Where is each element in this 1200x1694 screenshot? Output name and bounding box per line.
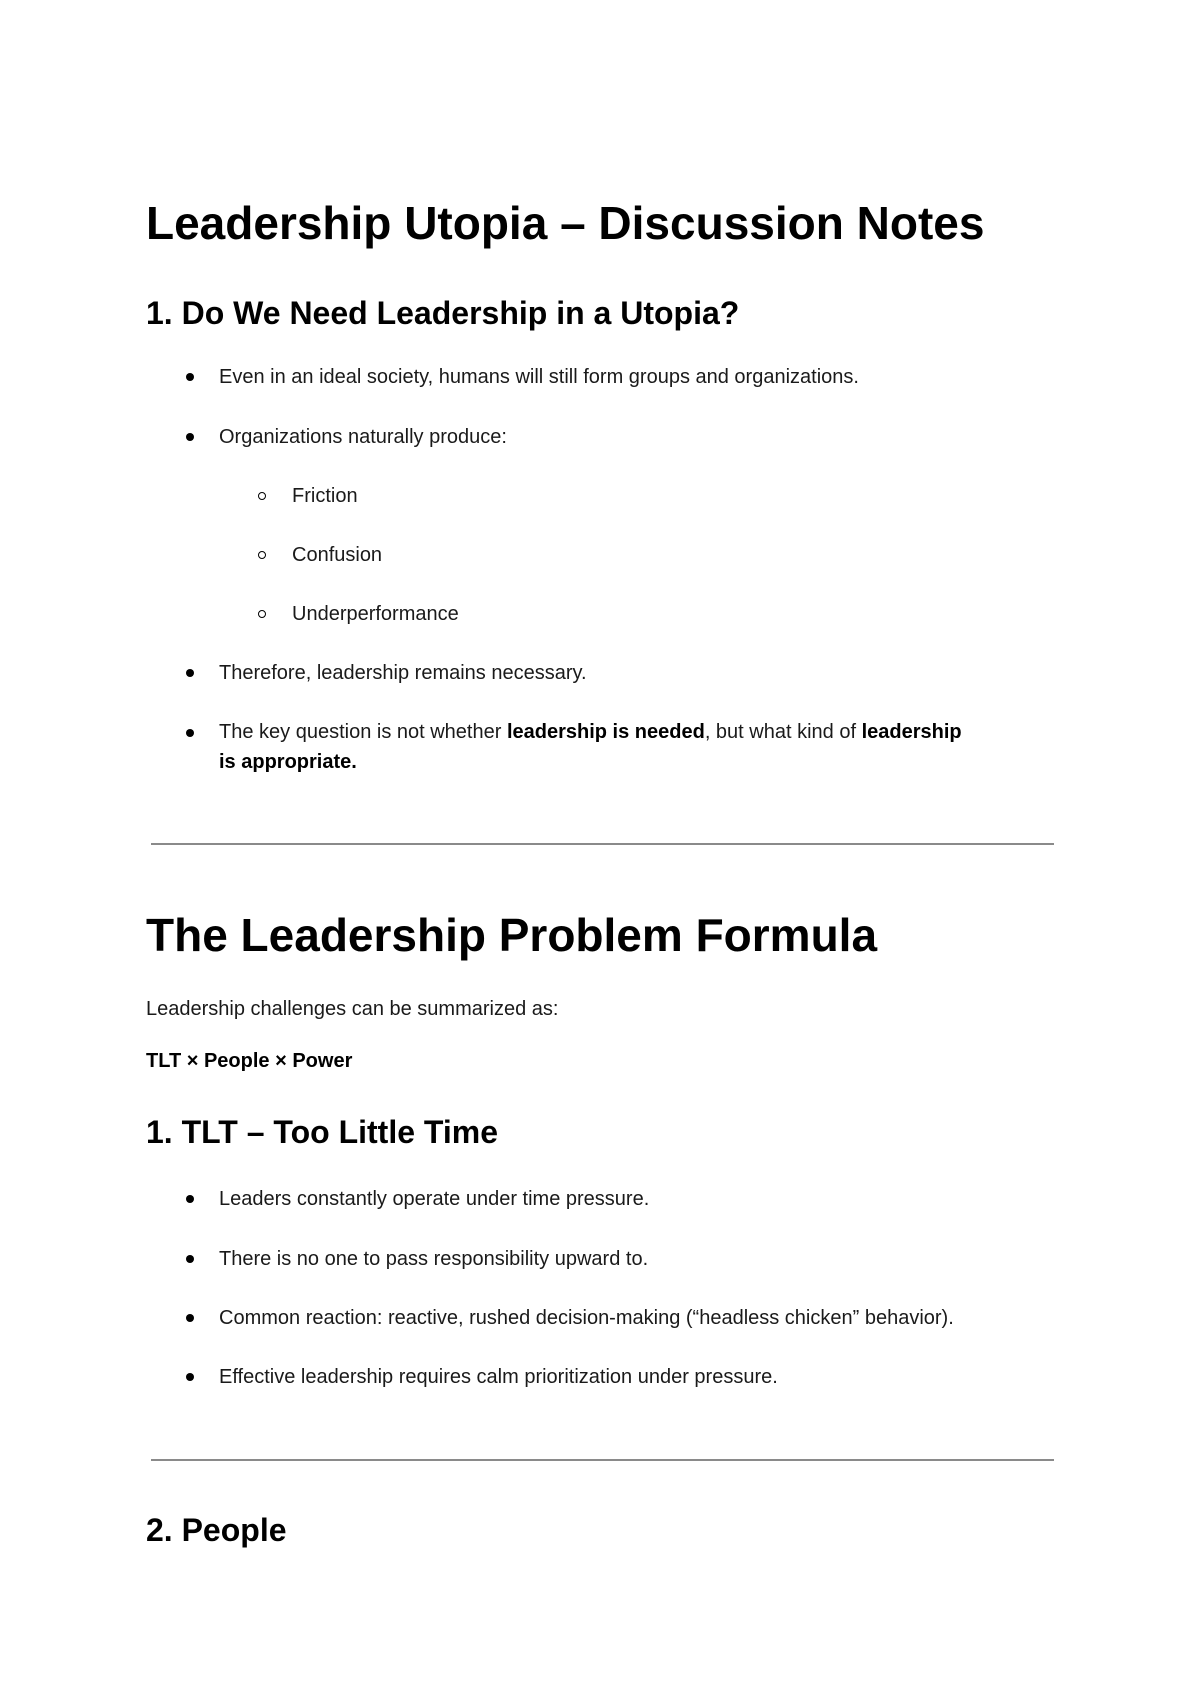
sub-list-item: Friction bbox=[292, 485, 358, 507]
list-item: Common reaction: reactive, rushed decision-making (“headless chicken” behavior). bbox=[219, 1307, 954, 1329]
bold-text: is appropriate. bbox=[219, 751, 357, 773]
list-item: Organizations naturally produce: bbox=[219, 426, 507, 448]
list-item-text: , but what kind of bbox=[704, 721, 862, 743]
list-item: Effective leadership requires calm prioritization under pressure. bbox=[219, 1366, 778, 1388]
bullet-icon bbox=[186, 1195, 194, 1203]
bold-text: leadership bbox=[861, 721, 962, 743]
section-heading-tlt: 1. TLT – Too Little Time bbox=[146, 1114, 499, 1150]
list-item: There is no one to pass responsibility upward to. bbox=[219, 1248, 649, 1270]
bullet-icon bbox=[186, 433, 194, 441]
bullet-icon bbox=[186, 1373, 194, 1381]
bullet-icon bbox=[186, 669, 194, 677]
list-item: Even in an ideal society, humans will still form groups and organizations. bbox=[219, 366, 859, 388]
section-heading-utopia: 1. Do We Need Leadership in a Utopia? bbox=[146, 295, 740, 331]
list-item: Therefore, leadership remains necessary. bbox=[219, 662, 587, 684]
list-item-text: The key question is not whether bbox=[219, 721, 507, 743]
section-heading-formula: The Leadership Problem Formula bbox=[146, 909, 878, 961]
sub-bullet-icon bbox=[258, 492, 266, 500]
bold-text: leadership is needed bbox=[506, 721, 705, 743]
bullet-icon bbox=[186, 1255, 194, 1263]
sub-list-item: Confusion bbox=[292, 544, 383, 566]
formula-intro: Leadership challenges can be summarized as: bbox=[146, 998, 559, 1020]
bullet-icon bbox=[186, 729, 194, 737]
horizontal-divider bbox=[151, 843, 1054, 845]
list-item bbox=[219, 722, 962, 742]
sub-list-item: Underperformance bbox=[292, 603, 459, 625]
section-heading-people: 2. People bbox=[146, 1512, 287, 1548]
bullet-icon bbox=[186, 373, 194, 381]
formula-text: TLT × People × Power bbox=[146, 1050, 353, 1072]
sub-bullet-icon bbox=[258, 551, 266, 559]
document-title: Leadership Utopia – Discussion Notes bbox=[146, 197, 985, 249]
bullet-icon bbox=[186, 1314, 194, 1322]
horizontal-divider bbox=[151, 1459, 1054, 1461]
sub-bullet-icon bbox=[258, 610, 266, 618]
list-item: Leaders constantly operate under time pressure. bbox=[219, 1188, 650, 1210]
